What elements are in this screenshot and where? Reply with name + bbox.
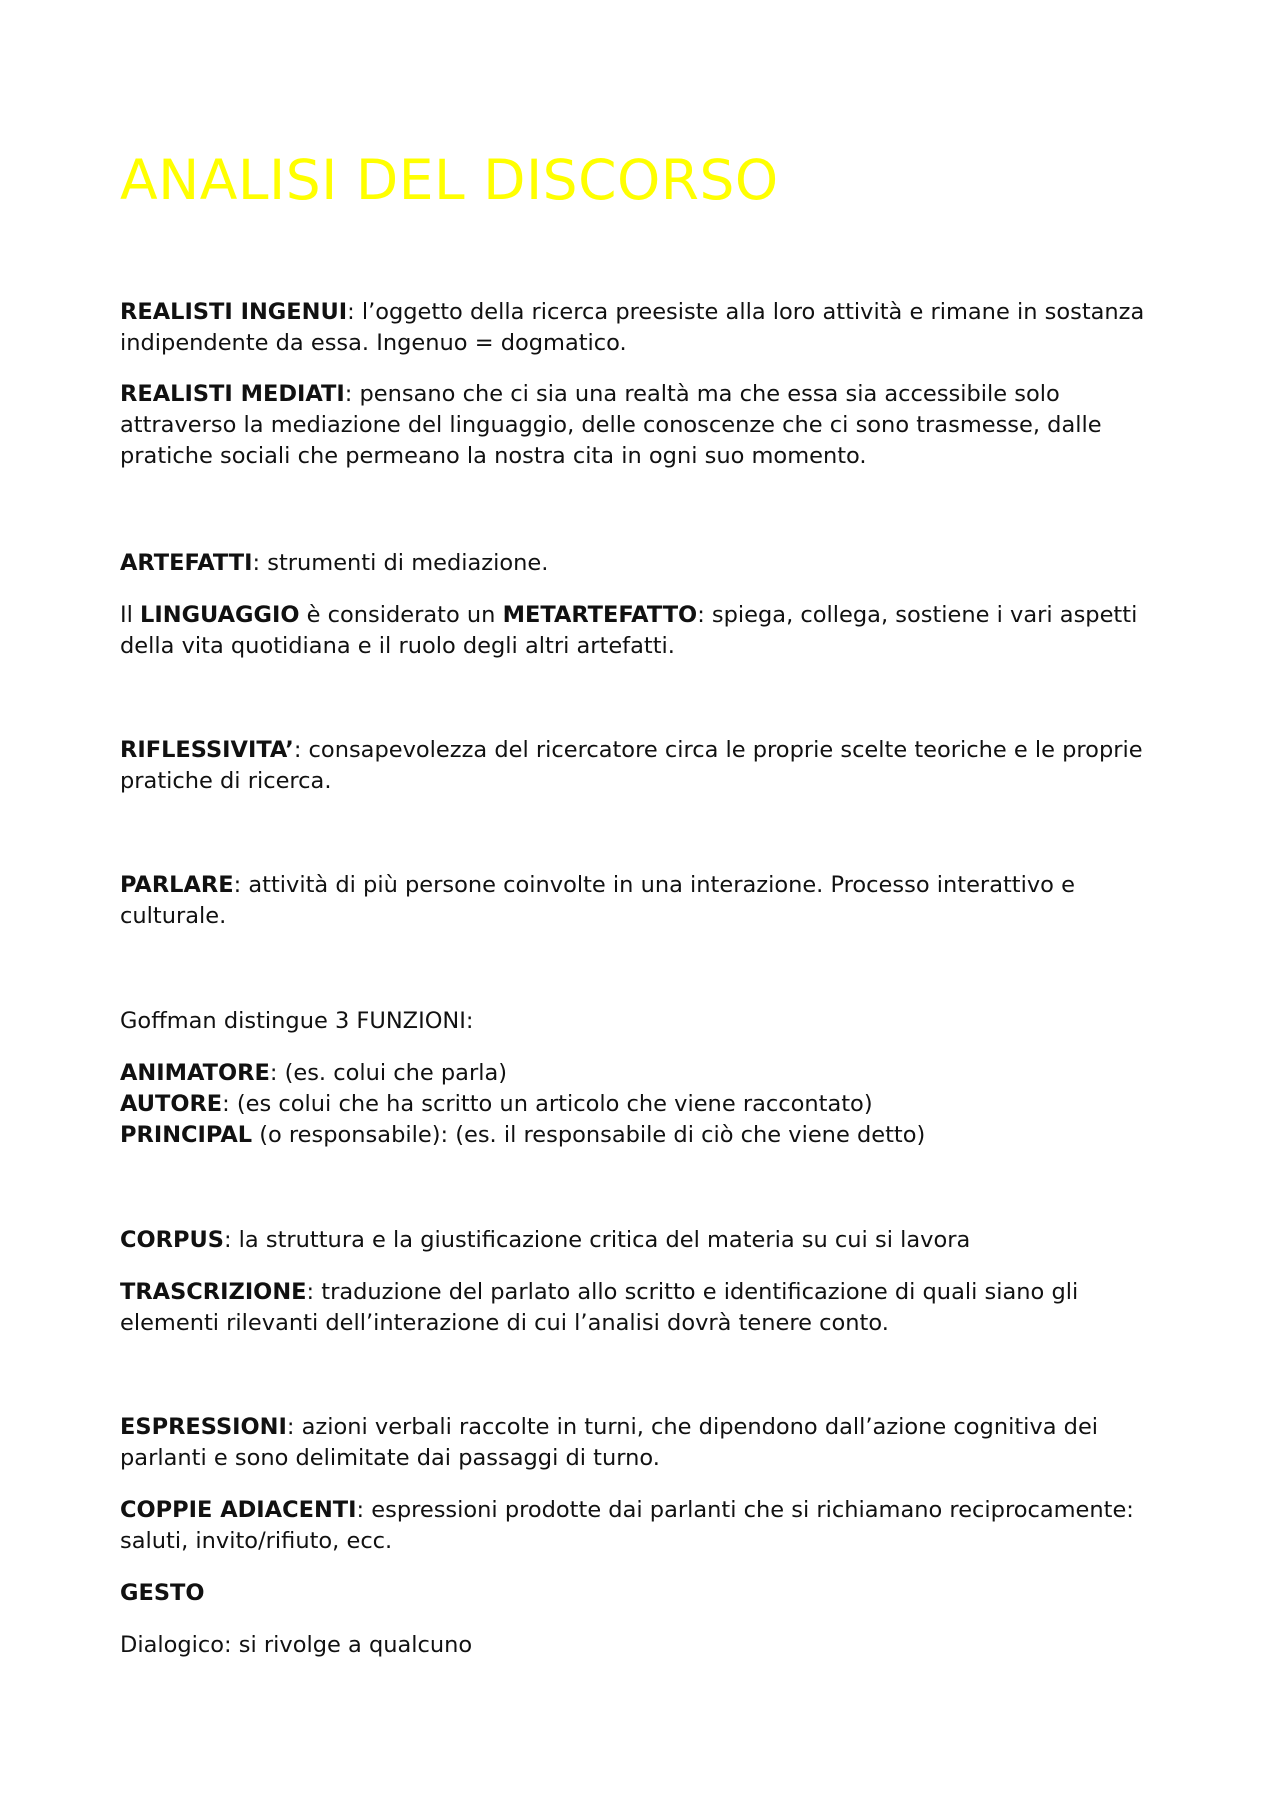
term-gesto: GESTO (120, 1580, 205, 1606)
term-linguaggio: LINGUAGGIO (140, 602, 300, 628)
paragraph-artefatti (120, 548, 1170, 579)
definition-animatore: : (es. colui che parla) (269, 1060, 508, 1086)
linguaggio-middle: è considerato un (299, 602, 503, 628)
term-coppie-adiacenti: COPPIE ADIACENTI (120, 1497, 357, 1523)
definition-realisti-mediati: : pensano che ci sia una realtà ma che essa sia accessibile solo attraverso la mediazione del linguaggio, delle conoscenze che ci sono trasmesse, dalle pratiche sociali che permeano la nostra cita in ogni suo momento. (120, 381, 1102, 469)
definition-corpus: : la struttura e la giustificazione critica del materia su cui si lavora (223, 1227, 971, 1253)
term-trascrizione: TRASCRIZIONE (120, 1279, 307, 1305)
term-espressioni: ESPRESSIONI (120, 1414, 287, 1440)
definition-coppie-adiacenti: : espressioni prodotte dai parlanti che si richiamano reciprocamente: saluti, invito/rifiuto, ecc. (120, 1497, 1134, 1554)
paragraph-espressioni (120, 1412, 1170, 1474)
definition-espressioni: : azioni verbali raccolte in turni, che dipendono dall’azione cognitiva dei parlanti e sono delimitate dai passaggi di turno. (120, 1414, 1099, 1471)
paragraph-gesto (120, 1578, 1170, 1609)
term-animatore: ANIMATORE (120, 1060, 270, 1086)
paragraph-corpus (120, 1225, 1170, 1256)
paragraph-funzioni-list (120, 1058, 1170, 1151)
definition-principal: (o responsabile): (es. il responsabile di ciò che viene detto) (252, 1122, 926, 1148)
term-riflessivita: RIFLESSIVITA’ (120, 737, 294, 763)
term-realisti-mediati: REALISTI MEDIATI (120, 381, 345, 407)
linguaggio-prefix: Il (120, 602, 141, 628)
paragraph-dialogico: Dialogico: si rivolge a qualcuno (120, 1632, 473, 1658)
term-realisti-ingenui: REALISTI INGENUI (120, 299, 348, 325)
paragraph-linguaggio (120, 600, 1170, 662)
paragraph-parlare (120, 870, 1170, 932)
definition-autore: : (es colui che ha scritto un articolo che viene raccontato) (222, 1091, 873, 1117)
paragraph-coppie-adiacenti (120, 1495, 1170, 1557)
term-parlare: PARLARE (120, 872, 234, 898)
paragraph-realisti-mediati (120, 379, 1170, 472)
term-metartefatto: METARTEFATTO (502, 602, 698, 628)
definition-realisti-ingenui: : l’oggetto della ricerca preesiste alla loro attività e rimane in sostanza indipendente da essa. Ingenuo = dogmatico. (120, 299, 1145, 356)
definition-artefatti: : strumenti di mediazione. (252, 550, 549, 576)
paragraph-trascrizione (120, 1277, 1170, 1339)
term-autore: AUTORE (120, 1091, 223, 1117)
term-corpus: CORPUS (120, 1227, 224, 1253)
definition-riflessivita: : consapevolezza del ricercatore circa le proprie scelte teoriche e le proprie pratiche di ricerca. (120, 737, 1143, 794)
paragraph-goffman: Goffman distingue 3 FUNZIONI: (120, 1008, 474, 1034)
paragraph-riflessivita (120, 735, 1170, 797)
definition-parlare: : attività di più persone coinvolte in una interazione. Processo interattivo e culturale. (120, 872, 1075, 929)
definition-trascrizione: : traduzione del parlato allo scritto e identificazione di quali siano gli elementi rilevanti dell’interazione di cui l’analisi dovrà tenere conto. (120, 1279, 1079, 1336)
page-title: ANALISI DEL DISCORSO (120, 148, 779, 212)
term-artefatti: ARTEFATTI (120, 550, 253, 576)
definition-linguaggio: : spiega, collega, sostiene i vari aspetti della vita quotidiana e il ruolo degli altri artefatti. (120, 602, 1138, 659)
term-principal: PRINCIPAL (120, 1122, 253, 1148)
paragraph-realisti-ingenui (120, 297, 1170, 359)
